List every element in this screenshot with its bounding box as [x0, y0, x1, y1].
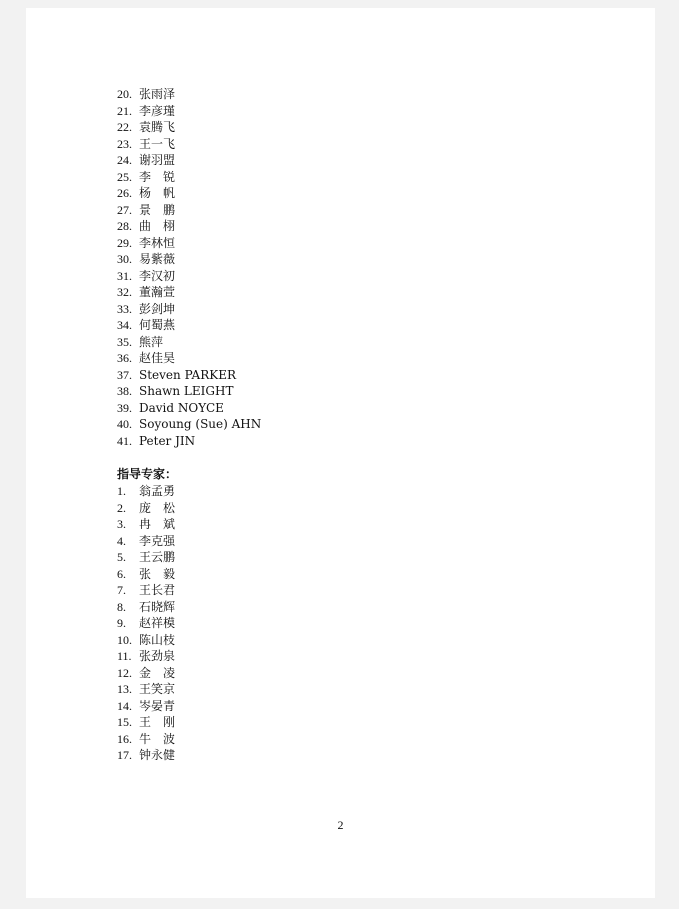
list-number: 4.	[117, 533, 126, 548]
expert-row	[117, 747, 597, 764]
person-name: 李克强	[139, 533, 176, 548]
list-number: 8.	[117, 599, 126, 614]
person-name: 李汉初	[139, 268, 176, 283]
page-number: 2	[337, 818, 344, 832]
person-name: 陈山枝	[139, 632, 176, 647]
expert-row	[117, 549, 597, 566]
list-number: 36.	[117, 351, 132, 365]
list-number: 34.	[117, 318, 132, 332]
list-number: 10.	[117, 632, 132, 647]
member-row	[117, 119, 597, 136]
person-name: 翁孟勇	[139, 484, 176, 498]
person-name: 赵佳昊	[139, 351, 176, 365]
list-number: 24.	[117, 153, 132, 167]
list-number: 1.	[117, 484, 126, 498]
list-number: 22.	[117, 120, 132, 134]
expert-row	[117, 516, 597, 533]
list-number: 14.	[117, 698, 132, 713]
member-row	[117, 400, 597, 417]
expert-row	[117, 500, 597, 517]
member-row	[117, 350, 597, 367]
person-name: 谢羽盟	[139, 153, 176, 167]
person-name: 李 锐	[139, 169, 176, 184]
person-name: 李林恒	[139, 235, 176, 250]
member-row	[117, 383, 597, 400]
person-name: 张雨泽	[139, 87, 176, 101]
expert-row	[117, 681, 597, 698]
member-row	[117, 284, 597, 301]
expert-row	[117, 599, 597, 616]
list-number: 23.	[117, 136, 132, 151]
expert-row	[117, 615, 597, 632]
person-name: 杨 帆	[139, 186, 176, 200]
member-row	[117, 218, 597, 235]
list-number: 26.	[117, 186, 132, 200]
list-number: 16.	[117, 731, 132, 746]
list-number: 28.	[117, 219, 132, 233]
list-number: 15.	[117, 715, 132, 729]
list-number: 6.	[117, 566, 126, 581]
expert-row	[117, 665, 597, 682]
list-number: 30.	[117, 252, 132, 266]
person-name: 张劲泉	[139, 649, 176, 663]
list-number: 3.	[117, 517, 126, 531]
person-name: 王云鹏	[139, 550, 176, 564]
person-name: 景 鹏	[139, 202, 176, 217]
list-number: 5.	[117, 550, 126, 564]
list-number: 40.	[117, 417, 132, 431]
member-row	[117, 367, 597, 384]
person-name: 冉 斌	[139, 517, 176, 531]
person-name: 金 凌	[139, 665, 176, 680]
member-row	[117, 268, 597, 285]
list-number: 20.	[117, 87, 132, 101]
expert-row	[117, 731, 597, 748]
member-row	[117, 169, 597, 186]
expert-list	[117, 483, 597, 764]
person-name: 钟永健	[139, 748, 176, 762]
member-row	[117, 251, 597, 268]
person-name: Steven PARKER	[139, 367, 237, 382]
list-number: 21.	[117, 103, 132, 118]
expert-row	[117, 698, 597, 715]
page-content	[117, 86, 597, 764]
member-row	[117, 301, 597, 318]
member-row	[117, 202, 597, 219]
person-name: 何蜀燕	[139, 318, 176, 332]
expert-row	[117, 714, 597, 731]
person-name: 王笑京	[139, 682, 176, 696]
person-name: 庞 松	[139, 500, 176, 515]
member-row	[117, 235, 597, 252]
list-number: 33.	[117, 301, 132, 316]
member-row	[117, 416, 597, 433]
person-name: 岑晏青	[139, 698, 176, 713]
person-name: Peter JIN	[139, 433, 196, 448]
list-number: 2.	[117, 500, 126, 515]
member-row	[117, 185, 597, 202]
expert-row	[117, 533, 597, 550]
member-list	[117, 86, 597, 449]
list-number: 27.	[117, 202, 132, 217]
expert-row	[117, 483, 597, 500]
person-name: 王长君	[139, 583, 176, 597]
list-number: 39.	[117, 400, 132, 415]
list-number: 12.	[117, 665, 132, 680]
list-number: 25.	[117, 169, 132, 184]
person-name: Soyoung (Sue) AHN	[139, 417, 262, 431]
person-name: 王 刚	[139, 715, 176, 729]
expert-row	[117, 566, 597, 583]
member-row	[117, 136, 597, 153]
person-name: 熊萍	[139, 334, 164, 349]
list-number: 17.	[117, 748, 132, 762]
list-number: 9.	[117, 616, 126, 630]
person-name: 彭剑坤	[139, 301, 176, 316]
member-row	[117, 103, 597, 120]
list-number: 41.	[117, 433, 132, 448]
list-number: 29.	[117, 235, 132, 250]
person-name: 王一飞	[139, 136, 176, 151]
person-name: 张 毅	[139, 566, 176, 581]
list-number: 35.	[117, 334, 132, 349]
member-row	[117, 86, 597, 103]
member-row	[117, 152, 597, 169]
list-number: 7.	[117, 583, 126, 597]
list-number: 38.	[117, 384, 132, 398]
person-name: 易紫薇	[139, 252, 176, 266]
person-name: 袁腾飞	[139, 120, 176, 134]
person-name: 曲 栩	[139, 219, 176, 233]
person-name: 董瀚萱	[139, 285, 176, 299]
list-number: 37.	[117, 367, 132, 382]
person-name: 石晓辉	[139, 599, 176, 614]
expert-row	[117, 582, 597, 599]
expert-row	[117, 648, 597, 665]
person-name: Shawn LEIGHT	[139, 384, 234, 398]
member-row	[117, 334, 597, 351]
experts-heading: 指导专家：	[117, 467, 178, 481]
person-name: David NOYCE	[139, 400, 224, 415]
list-number: 13.	[117, 682, 132, 696]
list-number: 32.	[117, 285, 132, 299]
list-number: 11.	[117, 649, 132, 663]
expert-row	[117, 632, 597, 649]
document-page	[26, 8, 655, 898]
person-name: 李彦瑾	[139, 103, 176, 118]
member-row	[117, 317, 597, 334]
person-name: 赵祥模	[139, 616, 176, 630]
member-row	[117, 433, 597, 450]
person-name: 牛 波	[139, 731, 176, 746]
list-number: 31.	[117, 268, 132, 283]
